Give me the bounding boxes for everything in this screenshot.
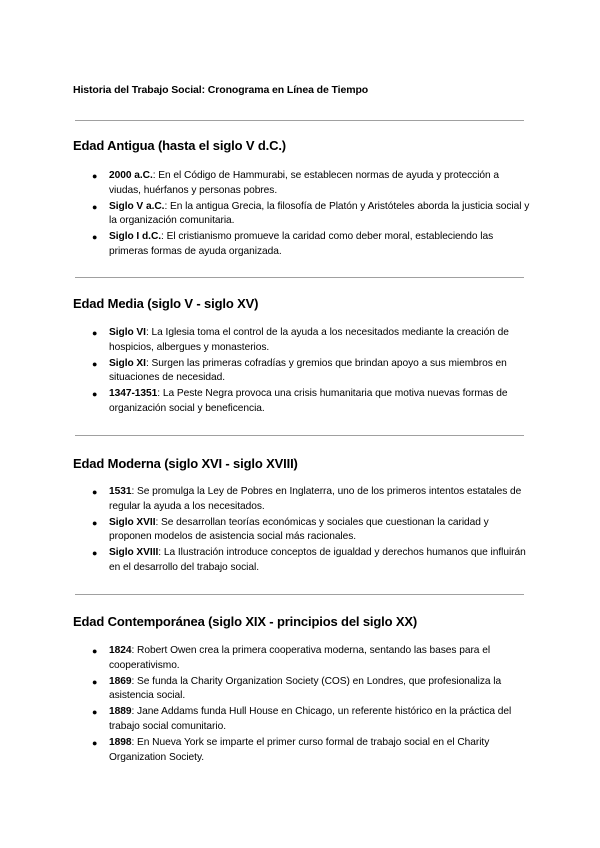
item-date: 2000 a.C. [109, 170, 153, 181]
divider [75, 594, 524, 595]
item-date: 1531 [109, 486, 132, 497]
item-text: : Se promulga la Ley de Pobres en Inglaterra, uno de los primeros intentos estatales de regular la ayuda a los necesitados. [109, 486, 522, 512]
list-item [0, 485, 600, 514]
divider [75, 120, 524, 121]
item-date: Siglo V a.C. [109, 200, 165, 212]
section-heading-edad-moderna: Edad Moderna (siglo XVI - siglo XVIII) [73, 456, 298, 471]
list-item [0, 516, 600, 545]
bullet-icon: ● [92, 328, 98, 338]
item-text: : El cristianismo promueve la caridad como deber moral, estableciendo las primeras formas de ayuda organizada. [109, 231, 494, 258]
list-item [0, 357, 600, 386]
list-item [0, 675, 600, 704]
item-text: : Surgen las primeras cofradías y gremios que brindan apoyo a sus miembros en situaciones de necesidad. [109, 357, 507, 384]
bullet-icon: ● [92, 232, 98, 243]
item-date: 1869 [109, 675, 132, 687]
item-text: : Jane Addams funda Hull House en Chicago, un referente histórico en la práctica del trabajo social comunitario. [109, 706, 512, 733]
item-text: : La Peste Negra provoca una crisis humanitaria que motiva nuevas formas de organización social y beneficencia. [109, 388, 508, 415]
bullet-icon: ● [92, 171, 98, 181]
item-date: 1824 [109, 645, 132, 656]
item-date: 1889 [109, 706, 132, 718]
item-text: : En Nueva York se imparte el primer curso formal de trabajo social en el Charity Organization Society. [109, 737, 490, 763]
section-list-edad-moderna [0, 485, 600, 577]
item-text: : Robert Owen crea la primera cooperativa moderna, sentando las bases para el cooperativismo. [109, 645, 491, 671]
item-date: 1898 [109, 737, 132, 749]
bullet-icon: ● [92, 487, 98, 497]
bullet-icon: ● [92, 517, 98, 528]
bullet-icon: ● [92, 389, 98, 400]
section-list-edad-media [0, 326, 600, 418]
list-item [0, 200, 600, 229]
item-date: Siglo VI [109, 327, 146, 338]
item-date: Siglo XVIII [109, 547, 159, 559]
divider [75, 435, 524, 436]
section-heading-edad-media: Edad Media (siglo V - siglo XV) [73, 296, 259, 311]
section-heading-edad-antigua: Edad Antigua (hasta el siglo V d.C.) [73, 138, 286, 153]
item-text: : La Ilustración introduce conceptos de igualdad y derechos humanos que influirán en el desarrollo del trabajo social. [109, 547, 526, 574]
bullet-icon: ● [92, 676, 98, 687]
item-text: : En la antigua Grecia, la filosofía de Platón y Aristóteles aborda la justicia social y la organización comunitaria. [109, 200, 530, 227]
item-text: : La Iglesia toma el control de la ayuda a los necesitados mediante la creación de hospicios, albergues y monasterios. [109, 327, 509, 353]
list-item [0, 736, 600, 765]
item-date: Siglo XI [109, 357, 146, 369]
item-text: : Se desarrollan teorías económicas y sociales que cuestionan la caridad y proponen modelos de asistencia social más racionales. [109, 516, 489, 543]
section-list-edad-contemporanea [0, 644, 600, 767]
item-text: : Se funda la Charity Organization Society (COS) en Londres, que profesionaliza la asistencia social. [109, 675, 502, 702]
section-heading-edad-contemporanea: Edad Contemporánea (siglo XIX - principios del siglo XX) [73, 614, 418, 629]
list-item [0, 644, 600, 673]
list-item [0, 326, 600, 355]
list-item [0, 705, 600, 734]
document-title: Historia del Trabajo Social: Cronograma en Línea de Tiempo [73, 84, 369, 96]
item-date: Siglo XVII [109, 516, 156, 528]
list-item [0, 387, 600, 416]
list-item [0, 230, 600, 259]
bullet-icon: ● [92, 201, 98, 212]
item-date: Siglo I d.C. [109, 231, 162, 243]
item-date: 1347-1351 [109, 388, 158, 400]
bullet-icon: ● [92, 707, 98, 718]
bullet-icon: ● [92, 738, 98, 749]
bullet-icon: ● [92, 358, 98, 369]
list-item [0, 169, 600, 198]
item-text: : En el Código de Hammurabi, se establecen normas de ayuda y protección a viudas, huérfanos y personas pobres. [109, 170, 500, 196]
bullet-icon: ● [92, 646, 98, 656]
bullet-icon: ● [92, 548, 98, 559]
list-item [0, 546, 600, 575]
section-list-edad-antigua [0, 169, 600, 261]
divider [75, 277, 524, 278]
